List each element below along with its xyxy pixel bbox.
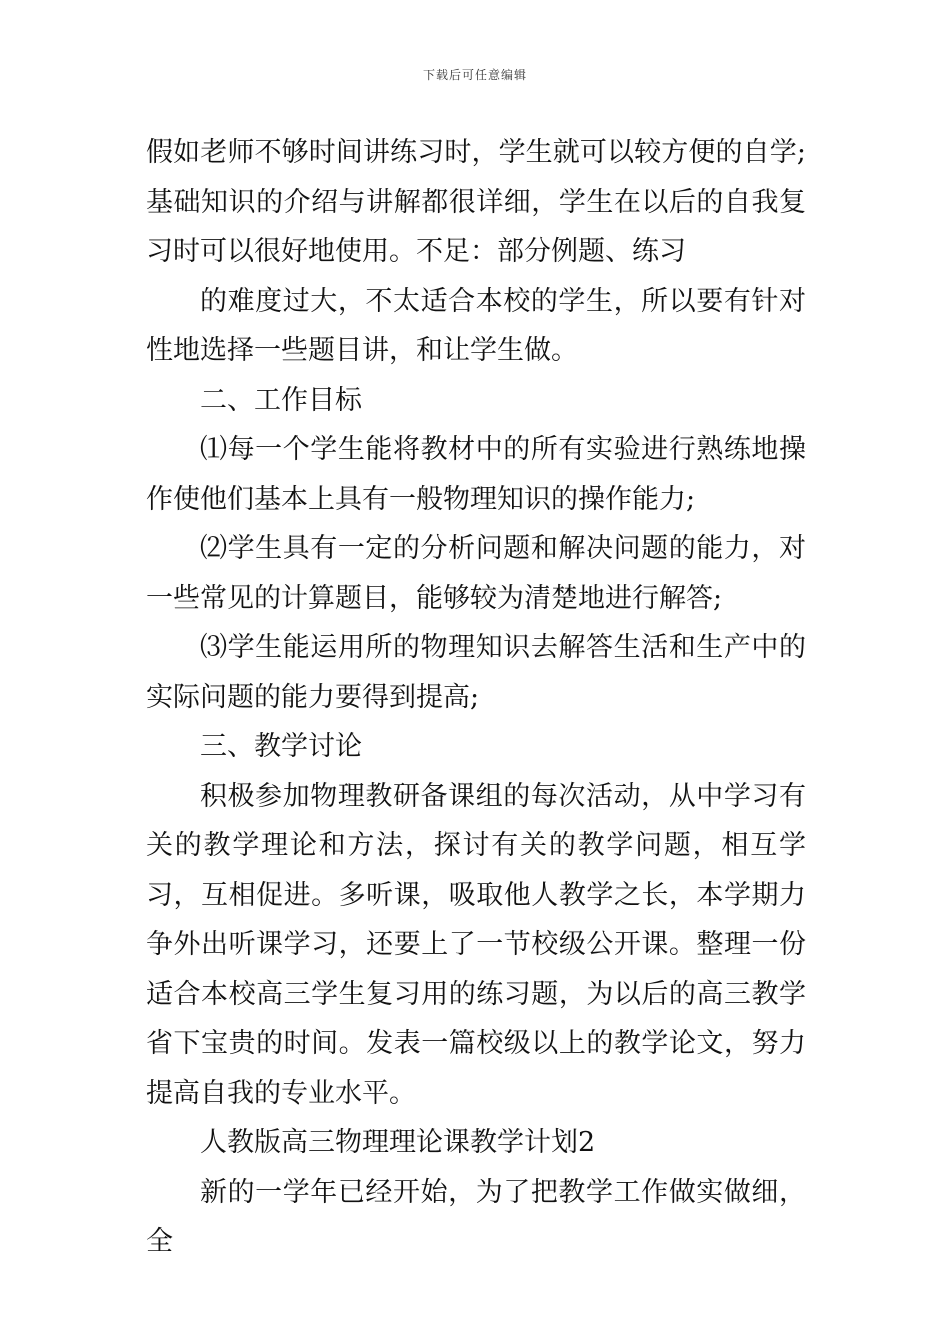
goal-item-1: ⑴每一个学生能将教材中的所有实验进行熟练地操作使他们基本上具有一般物理知识的操作能力; bbox=[146, 434, 806, 515]
paragraph-1: 假如老师不够时间讲练习时，学生就可以较方便的自学;基础知识的介绍与讲解都很详细，学生在以后的自我复习时可以很好地使用。不足：部分例题、练习 bbox=[146, 137, 806, 267]
paragraph-intro-2: 新的一学年已经开始，为了把教学工作做实做细，全 bbox=[146, 1176, 806, 1257]
paragraph-2: 的难度过大，不太适合本校的学生，所以要有针对性地选择一些题目讲，和让学生做。 bbox=[146, 285, 806, 366]
goal-item-2: ⑵学生具有一定的分析问题和解决问题的能力，对一些常见的计算题目，能够较为清楚地进行解答; bbox=[146, 533, 806, 614]
goal-item-3: ⑶学生能运用所的物理知识去解答生活和生产中的实际问题的能力要得到提高; bbox=[146, 632, 806, 713]
section-heading-work-goals: 二、工作目标 bbox=[200, 384, 362, 416]
paragraph-discussion: 积极参加物理教研备课组的每次活动，从中学习有关的教学理论和方法，探讨有关的教学问题，相互学习，互相促进。多听课，吸取他人教学之长，本学期力争外出听课学习，还要上了一节校级公开课。整理一份适合本校高三学生复习用的练习题，为以后的高三教学省下宝贵的时间。发表一篇校级以上的教学论文，努力提高自我的专业水平。 bbox=[146, 780, 806, 1109]
plan-title-2: 人教版高三物理理论课教学计划2 bbox=[200, 1127, 596, 1158]
page-header-note: 下载后可任意编辑 bbox=[422, 68, 527, 82]
section-heading-teaching-discussion: 三、教学讨论 bbox=[200, 731, 362, 762]
document-body bbox=[146, 128, 806, 1267]
